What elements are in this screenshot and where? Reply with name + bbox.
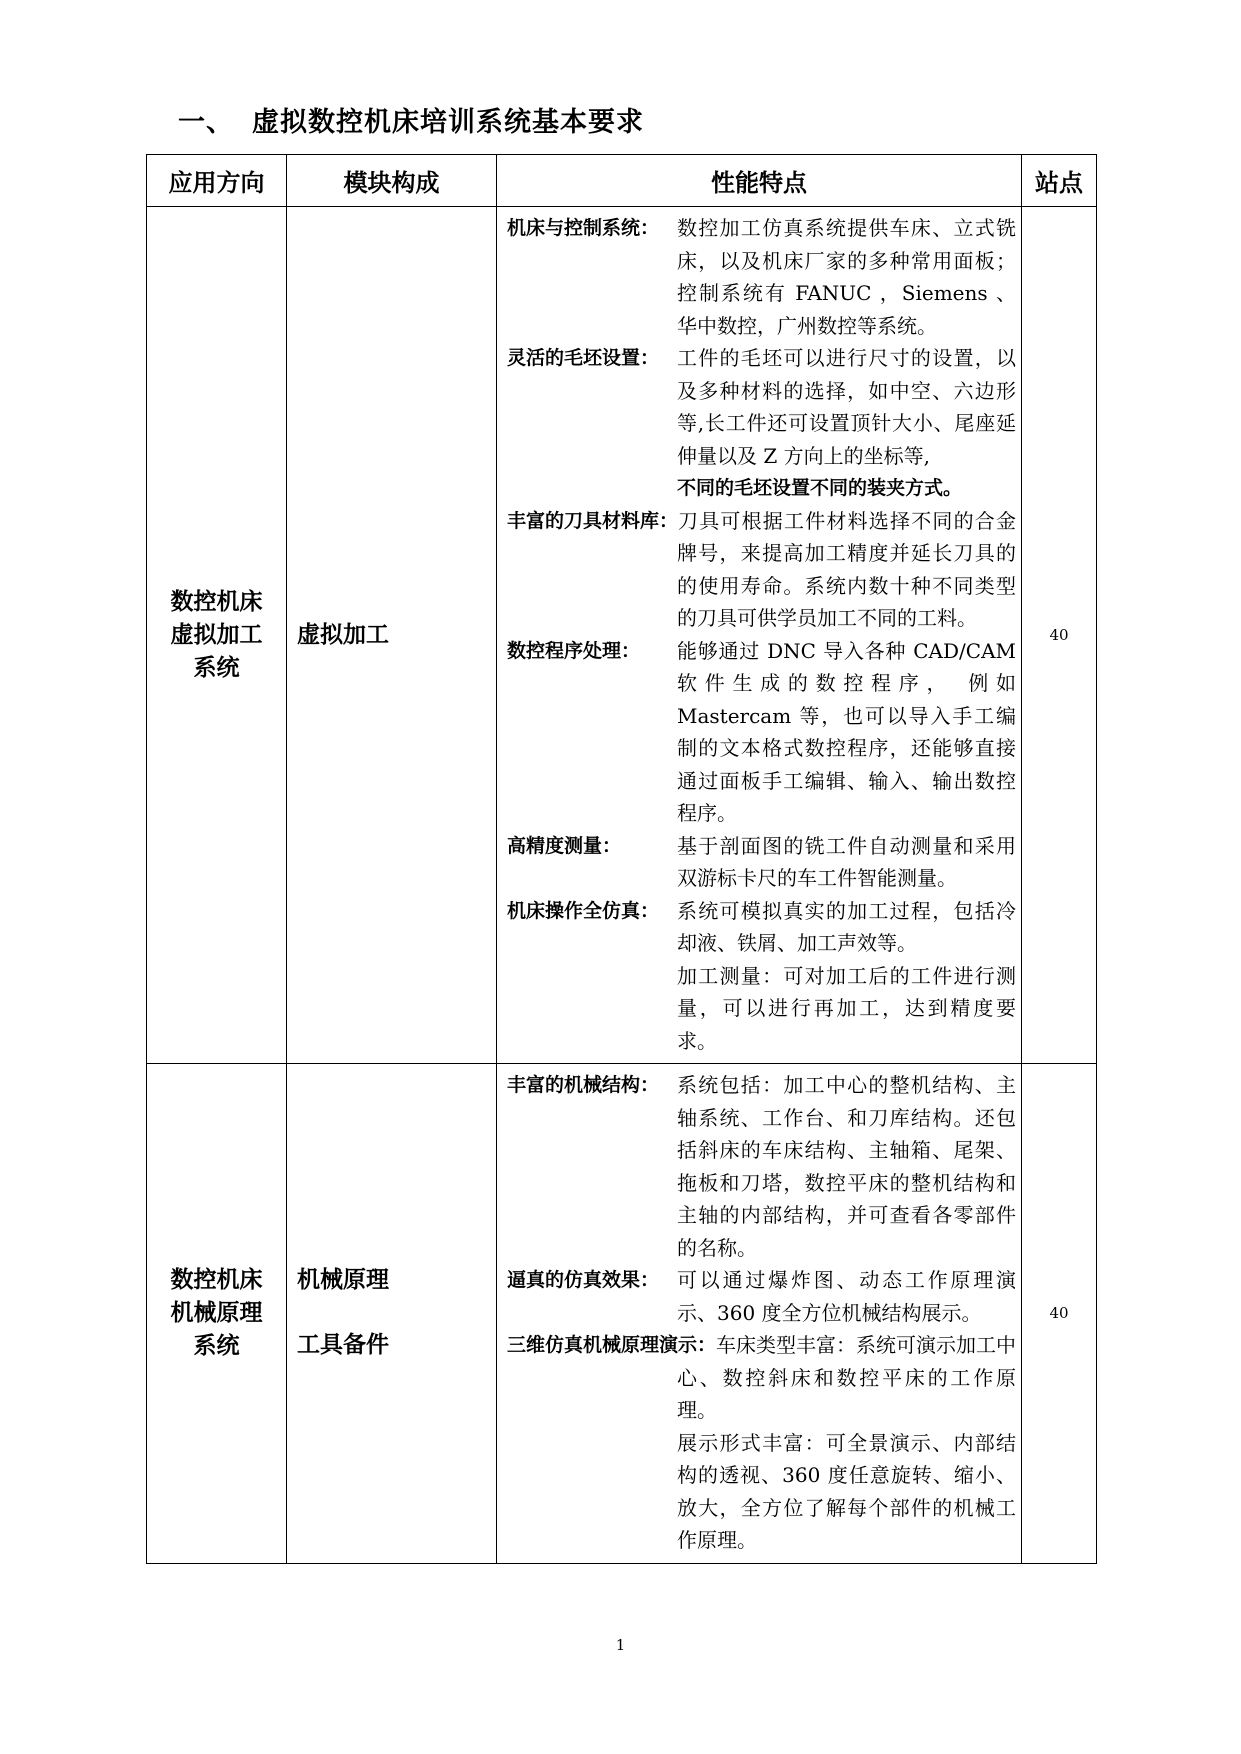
header-site: 站点 (1022, 155, 1097, 207)
table-row (147, 1064, 1097, 1564)
header-modules: 模块构成 (287, 155, 497, 207)
header-direction: 应用方向 (147, 155, 287, 207)
features-cell (497, 1064, 1022, 1564)
feature-title: 机床与控制系统： (507, 217, 660, 239)
feature-body: 可以通过爆炸图、动态工作原理演示、360 度全方位机械结构展示。 (677, 1268, 1016, 1325)
feature-item (507, 1264, 1016, 1329)
feature-item (507, 1069, 1016, 1264)
feature-item (507, 635, 1016, 830)
feature-item (507, 342, 1016, 505)
page-number: 1 (615, 1636, 626, 1654)
features-cell (497, 207, 1022, 1064)
feature-body: 系统包括：加工中心的整机结构、主轴系统、工作台、和刀库结构。还包括斜床的车床结构、主轴箱、尾架、拖板和刀塔，数控平床的整机结构和主轴的内部结构，并可查看各零部件的名称。 (677, 1073, 1016, 1260)
requirements-table (146, 154, 1097, 1564)
direction-cell (147, 1064, 287, 1564)
feature-body: 车床类型丰富：系统可演示加工中心、数控斜床和数控平床的工作原理。 (677, 1333, 1017, 1422)
feature-body: 基于剖面图的铣工件自动测量和采用双游标卡尺的车工件智能测量。 (677, 833, 1016, 890)
feature-body: 系统可模拟真实的加工过程，包括冷却液、铁屑、加工声效等。 (677, 898, 1016, 955)
feature-body: 能够通过 DNC 导入各种 CAD/CAM 软件生成的数控程序， 例如 Mastercam 等，也可以导入手工编制的文本格式数控程序，还能够直接通过面板手工编辑、输入、输出数控程序。 (677, 638, 1016, 825)
feature-title: 丰富的刀具材料库： (507, 509, 679, 532)
direction-line: 数控机床 (170, 1266, 263, 1293)
direction-cell (147, 207, 287, 1064)
header-features: 性能特点 (497, 155, 1022, 207)
table-header-row (147, 155, 1097, 207)
module-name: 工具备件 (297, 1332, 389, 1359)
feature-item (507, 1329, 1016, 1557)
site-cell: 40 (1022, 207, 1097, 1064)
site-cell: 40 (1022, 1064, 1097, 1564)
feature-item (507, 212, 1016, 342)
module-name: 虚拟加工 (297, 621, 389, 648)
feature-body: 展示形式丰富：可全景演示、内部结构的透视、360 度任意旋转、缩小、放大，全方位了解每个部件的机械工作原理。 (677, 1430, 1016, 1552)
direction-line: 系统 (193, 1332, 240, 1359)
feature-title: 丰富的机械结构： (507, 1074, 660, 1096)
feature-body: 数控加工仿真系统提供车床、立式铣床，以及机床厂家的多种常用面板；控制系统有 FANUC ，Siemens 、华中数控，广州数控等系统。 (677, 216, 1016, 338)
module-name: 机械原理 (297, 1267, 389, 1294)
feature-title: 灵活的毛坯设置： (507, 347, 660, 369)
feature-item (507, 895, 1016, 1058)
feature-title: 数控程序处理： (507, 639, 641, 662)
feature-title: 逼真的仿真效果： (507, 1269, 660, 1291)
direction-line: 虚拟加工 (170, 621, 263, 648)
modules-cell (287, 1064, 497, 1564)
heading-number: 一、 (178, 107, 234, 138)
feature-item (507, 830, 1016, 895)
feature-title: 三维仿真机械原理演示： (507, 1334, 717, 1356)
feature-item (507, 505, 1016, 635)
document-heading (178, 100, 644, 139)
feature-title: 高精度测量： (507, 834, 622, 857)
heading-title: 虚拟数控机床培训系统基本要求 (252, 107, 644, 138)
feature-body: 加工测量：可对加工后的工件进行测量，可以进行再加工，达到精度要求。 (677, 963, 1016, 1053)
direction-line: 数控机床 (170, 588, 263, 615)
feature-emphasis: 不同的毛坯设置不同的装夹方式。 (677, 477, 963, 499)
feature-body: 工件的毛坯可以进行尺寸的设置，以及多种材料的选择，如中空、六边形等,长工件还可设置顶针大小、尾座延伸量以及 Z 方向上的坐标等, (677, 346, 1016, 468)
direction-line: 机械原理 (170, 1299, 263, 1326)
feature-title: 机床操作全仿真： (507, 899, 660, 922)
feature-body: 刀具可根据工件材料选择不同的合金牌号，来提高加工精度并延长刀具的的使用寿命。系统内数十种不同类型的刀具可供学员加工不同的工料。 (677, 508, 1016, 630)
modules-cell (287, 207, 497, 1064)
table-row (147, 207, 1097, 1064)
direction-line: 系统 (193, 654, 240, 681)
